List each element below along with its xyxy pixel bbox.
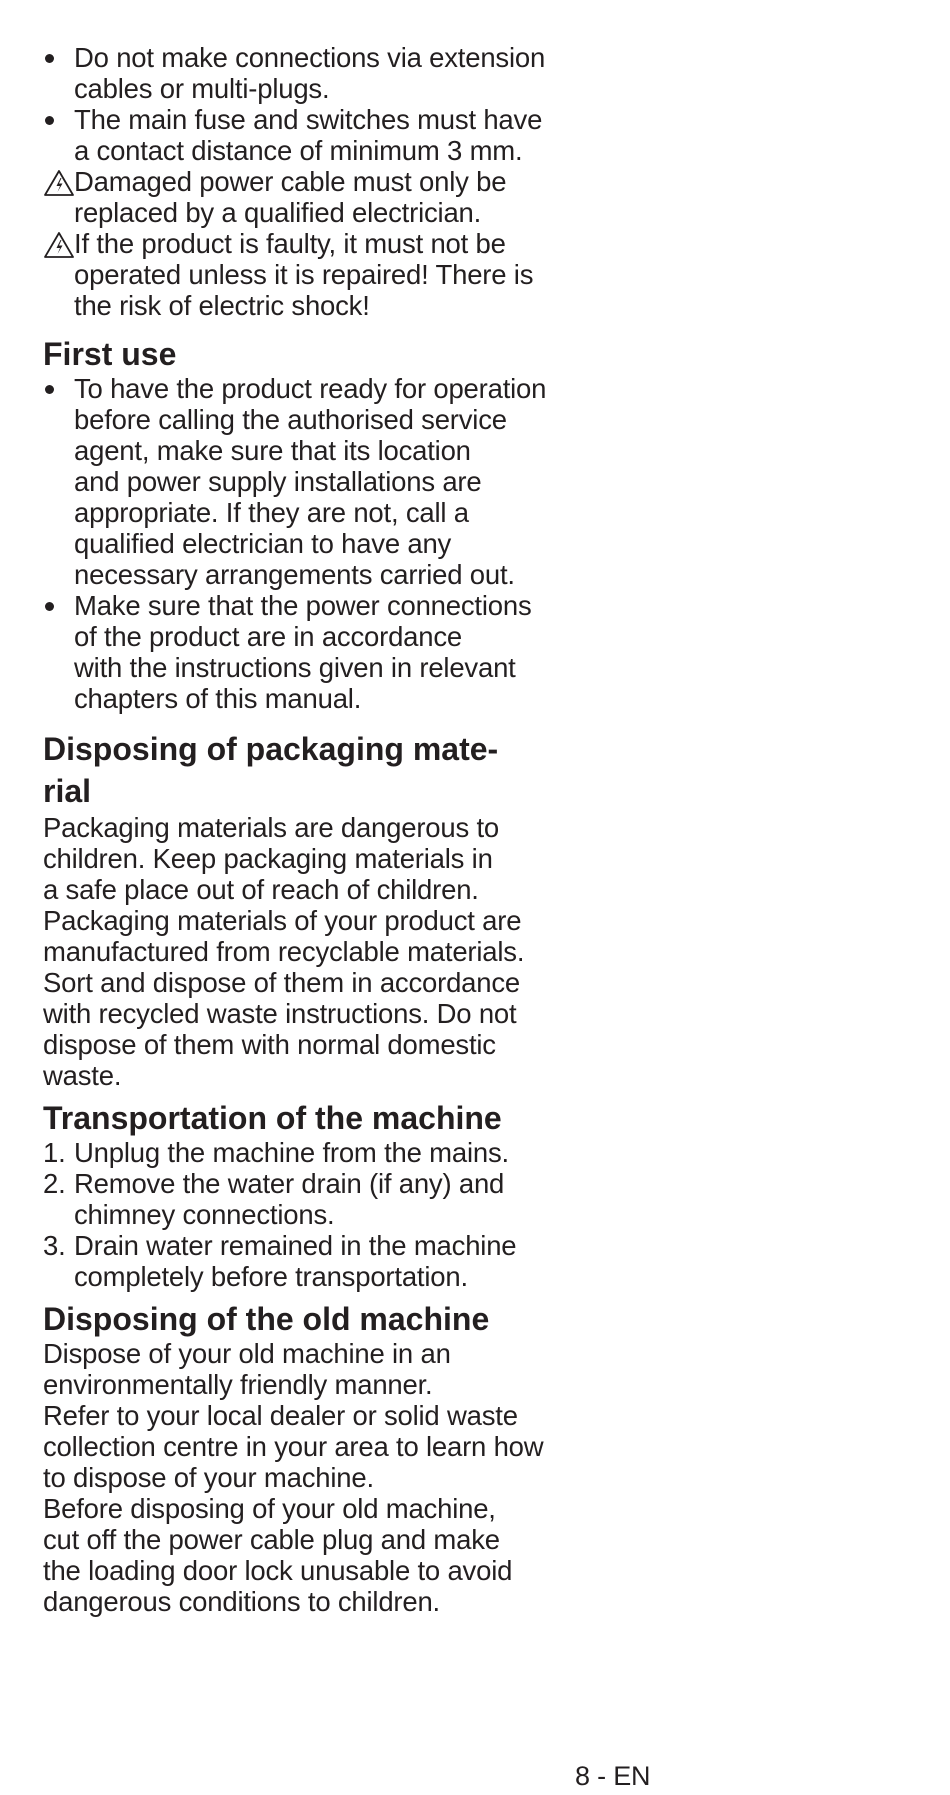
old-machine-paragraph: Dispose of your old machine in an environmentally friendly manner. Refer to your local dealer or solid waste collection centre in your area to learn how to dispose of your machine. Before disposing of your old machine, cut off the power cable plug and make the loading door lock unusable to avoid dangerous conditions to children. [43,1338,544,1617]
packaging-paragraph: Packaging materials are dangerous to children. Keep packaging materials in a safe place out of reach of children. Packaging materials of your product are manufactured from recyclable materials. Sort and dispose of them in accordance with recycled waste instructions. Do not dispose of them with normal domestic waste. [43,812,525,1091]
heading-line: Disposing of packaging mate- [43,731,499,767]
page-number: 8 - EN [575,1761,651,1791]
step-text: Drain water remained in the machine completely before transportation. [74,1230,517,1292]
electric-hazard-icon [43,231,75,259]
list-item [43,373,613,590]
step-number: 1. [43,1137,66,1168]
bullet-icon [45,602,54,611]
list-item-text: Make sure that the power connections of the product are in accordance with the instructions given in relevant chapters of this manual. [74,590,532,714]
numbered-step [43,1168,613,1230]
section-heading-old-machine: Disposing of the old machine [43,1301,490,1337]
list-item-text: To have the product ready for operation before calling the authorised service agent, make sure that its location and power supply installations are appropriate. If they are not, call a qualified electrician to have any necessary arrangements carried out. [74,373,547,590]
bullet-icon [45,385,54,394]
safety-list [43,42,613,321]
bullet-icon [45,54,54,63]
list-item [43,104,613,166]
first-use-list [43,373,613,714]
numbered-step [43,1230,613,1292]
numbered-step [43,1137,613,1168]
list-item [43,42,613,104]
list-item [43,590,613,714]
section-heading-packaging [43,728,583,812]
manual-page-column [43,42,613,1617]
list-item-text: Do not make connections via extension cables or multi-plugs. [74,42,546,104]
warning-item [43,228,613,321]
bullet-icon [45,116,54,125]
step-number: 2. [43,1168,66,1199]
step-text: Unplug the machine from the mains. [74,1137,509,1168]
heading-line: rial [43,773,92,809]
step-number: 3. [43,1230,66,1261]
warning-item [43,166,613,228]
transportation-steps [43,1137,613,1292]
warning-text: Damaged power cable must only be replaced by a qualified electrician. [74,166,507,228]
electric-hazard-icon [43,169,75,197]
warning-text: If the product is faulty, it must not be operated unless it is repaired! There is the risk of electric shock! [74,228,534,321]
section-heading-transportation: Transportation of the machine [43,1100,502,1136]
step-text: Remove the water drain (if any) and chimney connections. [74,1168,505,1230]
list-item-text: The main fuse and switches must have a contact distance of minimum 3 mm. [74,104,543,166]
section-heading-first-use: First use [43,336,177,372]
